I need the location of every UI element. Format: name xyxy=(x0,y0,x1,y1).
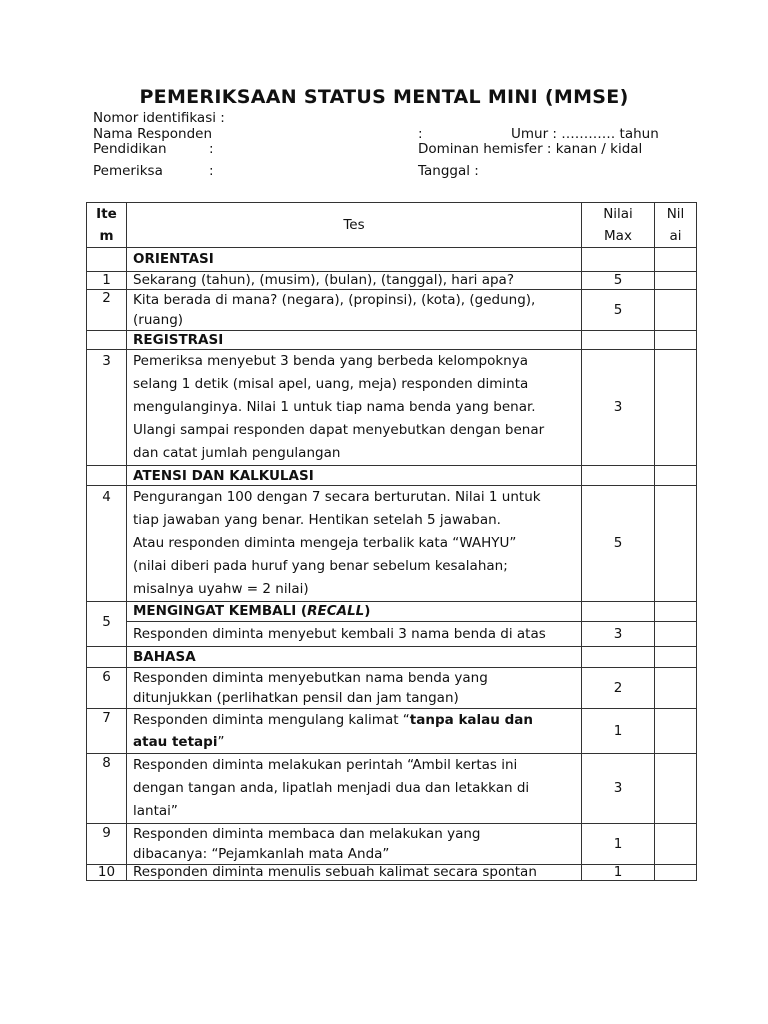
row-test-line: Responden diminta membaca dan melakukan yang xyxy=(133,826,481,842)
row-test-line: ditunjukkan (perlihatkan pensil dan jam tangan) xyxy=(133,690,459,706)
row-test-line: Responden diminta menyebutkan nama benda yang xyxy=(133,670,488,686)
row-number: 5 xyxy=(87,602,127,647)
section-row xyxy=(87,602,697,622)
section-orientasi: ORIENTASI xyxy=(127,248,582,272)
row-score xyxy=(655,709,697,754)
row-test xyxy=(127,754,582,824)
row-test-line: (ruang) xyxy=(133,312,184,328)
section-row xyxy=(87,331,697,350)
row-max: 3 xyxy=(582,622,655,647)
row-max: 5 xyxy=(582,290,655,331)
row-test-line: Kita berada di mana? (negara), (propinsi), (kota), (gedung), xyxy=(133,292,536,308)
row-number: 1 xyxy=(87,272,127,290)
field-pemeriksa-colon: : xyxy=(209,163,214,179)
row-test-line: lantai” xyxy=(133,803,178,819)
row-test-line: tiap jawaban yang benar. Hentikan setelah 5 jawaban. xyxy=(133,512,501,528)
row-score xyxy=(655,272,697,290)
field-pemeriksa: Pemeriksa xyxy=(93,163,163,179)
table-row xyxy=(87,865,697,881)
field-pendidikan: Pendidikan xyxy=(93,141,167,157)
row-test-line: Atau responden diminta mengeja terbalik kata “WAHYU” xyxy=(133,535,517,551)
row-max: 1 xyxy=(582,709,655,754)
table-row xyxy=(87,622,697,647)
row-test-line: selang 1 detik (misal apel, uang, meja) responden diminta xyxy=(133,376,529,392)
row-max: 1 xyxy=(582,824,655,865)
row-test-line: misalnya uyahw = 2 nilai) xyxy=(133,581,309,597)
row-test-line: dan catat jumlah pengulangan xyxy=(133,445,341,461)
row-test xyxy=(127,350,582,466)
row-number: 7 xyxy=(87,709,127,754)
row-score xyxy=(655,486,697,602)
row-score xyxy=(655,668,697,709)
header-nilai-line-1: Nil xyxy=(666,206,685,222)
field-tanggal: Tanggal : xyxy=(418,163,479,179)
section-bahasa: BAHASA xyxy=(127,647,582,668)
row-test xyxy=(127,824,582,865)
table-header-row xyxy=(87,203,697,248)
section-mengingat-kembali xyxy=(127,602,582,622)
row-test xyxy=(127,668,582,709)
header-max-line-1: Nilai xyxy=(603,206,633,222)
header-tes: Tes xyxy=(127,203,582,248)
table-row xyxy=(87,668,697,709)
row-test-line: Responden diminta mengulang kalimat “ xyxy=(133,712,410,728)
row-number: 2 xyxy=(87,290,127,331)
row-test: Sekarang (tahun), (musim), (bulan), (tanggal), hari apa? xyxy=(127,272,582,290)
header-item xyxy=(87,203,127,248)
row-test-line: Pengurangan 100 dengan 7 secara berturutan. Nilai 1 untuk xyxy=(133,489,541,505)
table-row xyxy=(87,290,697,331)
row-score xyxy=(655,350,697,466)
field-pendidikan-colon: : xyxy=(209,141,214,157)
header-nilai xyxy=(655,203,697,248)
row-number: 9 xyxy=(87,824,127,865)
row-number: 10 xyxy=(87,865,127,881)
mmse-table xyxy=(86,202,697,881)
row-score xyxy=(655,622,697,647)
field-nama-responden: Nama Responden xyxy=(93,126,213,142)
header-item-line-2: m xyxy=(99,228,114,244)
section-row xyxy=(87,248,697,272)
section-row xyxy=(87,466,697,486)
row-test-line: dengan tangan anda, lipatlah menjadi dua dan letakkan di xyxy=(133,780,530,796)
field-nomor-identifikasi: Nomor identifikasi : xyxy=(93,110,225,126)
table-row xyxy=(87,709,697,754)
page-title: PEMERIKSAAN STATUS MENTAL MINI (MMSE) xyxy=(139,86,629,108)
row-test-line: (nilai diberi pada huruf yang benar sebelum kesalahan; xyxy=(133,558,508,574)
row-test xyxy=(127,290,582,331)
header-item-line-1: Ite xyxy=(96,206,117,222)
row-number: 3 xyxy=(87,350,127,466)
row-max: 5 xyxy=(582,486,655,602)
row-number: 4 xyxy=(87,486,127,602)
row-score xyxy=(655,754,697,824)
section-registrasi: REGISTRASI xyxy=(127,331,582,350)
row-number: 8 xyxy=(87,754,127,824)
row-max: 3 xyxy=(582,350,655,466)
header-nilai-line-2: ai xyxy=(669,228,682,244)
header-nilai-max xyxy=(582,203,655,248)
row-max: 2 xyxy=(582,668,655,709)
field-dominan-hemisfer: Dominan hemisfer : kanan / kidal xyxy=(418,141,643,157)
field-nama-colon: : xyxy=(418,126,423,142)
field-umur: Umur : ………… tahun xyxy=(511,126,659,142)
section-recall-text: RECALL xyxy=(307,603,365,619)
section-row xyxy=(87,647,697,668)
row-test-line: Responden diminta melakukan perintah “Ambil kertas ini xyxy=(133,757,518,773)
row-test-line: Pemeriksa menyebut 3 benda yang berbeda kelompoknya xyxy=(133,353,528,369)
table-row xyxy=(87,350,697,466)
row-test-bold: atau tetapi xyxy=(133,734,218,750)
header-max-line-2: Max xyxy=(604,228,632,244)
row-test-line: ” xyxy=(217,734,225,750)
table-row xyxy=(87,824,697,865)
row-test: Responden diminta menyebut kembali 3 nama benda di atas xyxy=(127,622,582,647)
row-test-bold: tanpa kalau dan xyxy=(409,712,533,728)
section-mengingat-text: MENGINGAT KEMBALI ( xyxy=(133,603,308,619)
row-test-line: mengulanginya. Nilai 1 untuk tiap nama benda yang benar. xyxy=(133,399,536,415)
row-max: 1 xyxy=(582,865,655,881)
table-row xyxy=(87,486,697,602)
row-test-line: dibacanya: “Pejamkanlah mata Anda” xyxy=(133,846,390,862)
row-test: Responden diminta menulis sebuah kalimat secara spontan xyxy=(127,865,582,881)
row-test-line: Ulangi sampai responden dapat menyebutkan dengan benar xyxy=(133,422,545,438)
row-max: 3 xyxy=(582,754,655,824)
row-score xyxy=(655,865,697,881)
row-score xyxy=(655,824,697,865)
section-mengingat-close: ) xyxy=(364,603,371,619)
row-test xyxy=(127,709,582,754)
row-max: 5 xyxy=(582,272,655,290)
row-number: 6 xyxy=(87,668,127,709)
table-row xyxy=(87,754,697,824)
row-test xyxy=(127,486,582,602)
section-atensi-kalkulasi: ATENSI DAN KALKULASI xyxy=(127,466,582,486)
table-row xyxy=(87,272,697,290)
row-score xyxy=(655,290,697,331)
